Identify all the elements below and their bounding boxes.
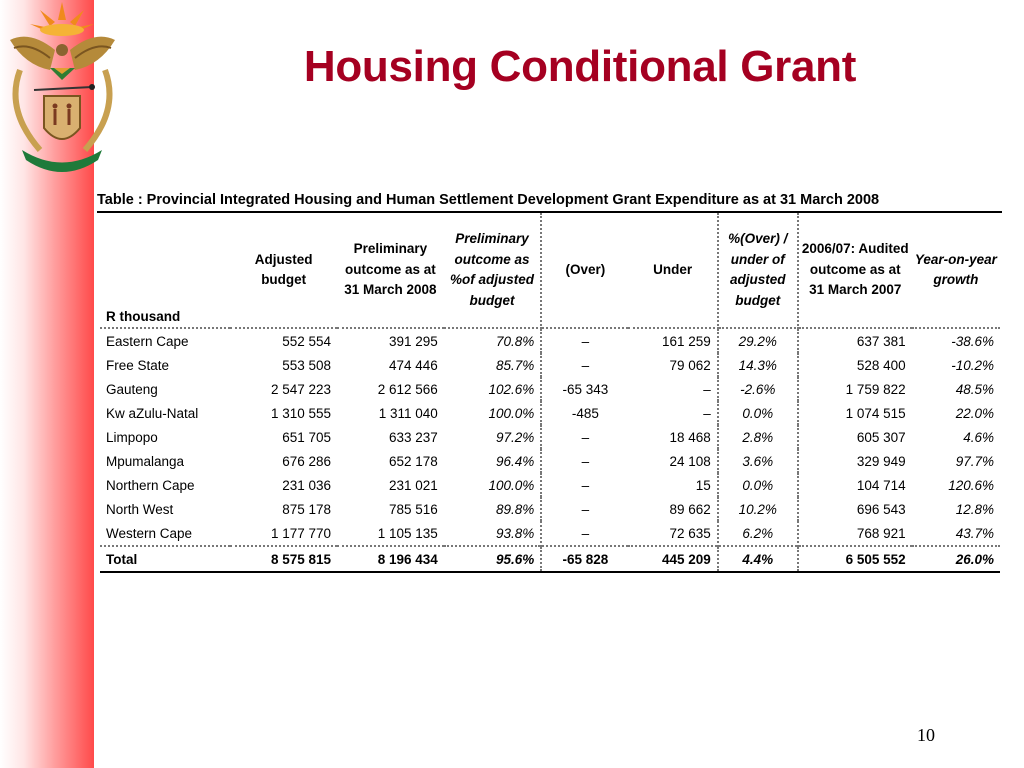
cell-pct-of-budget: 97.2% bbox=[444, 425, 541, 449]
cell-yoy-growth: -10.2% bbox=[951, 357, 994, 373]
page-number: 10 bbox=[917, 725, 935, 745]
table-row bbox=[100, 497, 1000, 521]
cell-pct-over-under: 10.2% bbox=[718, 497, 798, 521]
cell-yoy-growth: 120.6% bbox=[948, 477, 994, 493]
cell-yoy-growth: 43.7% bbox=[955, 525, 994, 541]
cell-pct-over-under: -2.6% bbox=[718, 377, 798, 401]
cell-pct-over-under: 0.0% bbox=[718, 401, 798, 425]
cell-under: 445 209 bbox=[628, 546, 717, 572]
cell-yoy-growth: 12.8% bbox=[955, 501, 994, 517]
cell-over: – bbox=[581, 501, 590, 517]
header-unit: R thousand bbox=[100, 213, 230, 328]
cell-preliminary-outcome: 391 295 bbox=[388, 333, 438, 349]
cell-under: 72 635 bbox=[628, 521, 717, 546]
total-row bbox=[100, 546, 1000, 572]
cell-over: -485 bbox=[571, 405, 599, 421]
cell-adjusted-budget: 1 177 770 bbox=[270, 525, 332, 541]
cell-under: 89 662 bbox=[628, 497, 717, 521]
cell-under: 24 108 bbox=[628, 449, 717, 473]
cell-under: 79 062 bbox=[628, 353, 717, 377]
cell-province: Free State bbox=[106, 357, 170, 373]
cell-pct-of-budget: 93.8% bbox=[444, 521, 541, 546]
cell-adjusted-budget: 676 286 bbox=[282, 453, 332, 469]
cell-pct-of-budget: 95.6% bbox=[444, 546, 541, 572]
cell-adjusted-budget: 553 508 bbox=[282, 357, 332, 373]
header-adjusted-budget: Adjusted budget bbox=[230, 213, 337, 328]
cell-audited-2007: 1 759 822 bbox=[845, 381, 906, 397]
cell-province: Mpumalanga bbox=[106, 453, 185, 469]
cell-yoy-growth: 22.0% bbox=[955, 405, 994, 421]
header-pct-over-under: %(Over) / under of adjusted budget bbox=[718, 213, 798, 328]
cell-over: – bbox=[581, 477, 590, 493]
cell-pct-over-under: 4.4% bbox=[718, 546, 798, 572]
cell-under: 15 bbox=[628, 473, 717, 497]
cell-pct-over-under: 6.2% bbox=[718, 521, 798, 546]
cell-province: Gauteng bbox=[106, 381, 158, 397]
cell-audited-2007: 1 074 515 bbox=[845, 405, 906, 421]
grant-expenditure-table bbox=[100, 213, 1000, 573]
table-row bbox=[100, 353, 1000, 377]
cell-audited-2007: 696 543 bbox=[856, 501, 906, 517]
slide-title: Housing Conditional Grant bbox=[303, 42, 857, 91]
cell-over: -65 343 bbox=[562, 381, 609, 397]
cell-pct-over-under: 14.3% bbox=[718, 353, 798, 377]
cell-under: – bbox=[628, 377, 717, 401]
cell-audited-2007: 329 949 bbox=[856, 453, 906, 469]
cell-preliminary-outcome: 1 311 040 bbox=[378, 405, 438, 421]
cell-adjusted-budget: 8 575 815 bbox=[230, 546, 337, 572]
cell-province: Kw aZulu-Natal bbox=[106, 405, 199, 421]
header-pct-of-budget: Preliminary outcome as %of adjusted budget bbox=[444, 213, 541, 328]
table-row bbox=[100, 377, 1000, 401]
cell-yoy-growth: 26.0% bbox=[912, 546, 1000, 572]
cell-preliminary-outcome: 8 196 434 bbox=[337, 546, 444, 572]
cell-adjusted-budget: 651 705 bbox=[282, 429, 332, 445]
cell-adjusted-budget: 231 036 bbox=[282, 477, 332, 493]
coat-of-arms-logo bbox=[0, 0, 125, 180]
cell-over: – bbox=[581, 429, 590, 445]
cell-pct-of-budget: 70.8% bbox=[444, 328, 541, 353]
cell-preliminary-outcome: 633 237 bbox=[388, 429, 438, 445]
cell-preliminary-outcome: 231 021 bbox=[388, 477, 438, 493]
cell-under: 161 259 bbox=[628, 328, 717, 353]
cell-pct-over-under: 2.8% bbox=[718, 425, 798, 449]
table-row bbox=[100, 521, 1000, 546]
header-preliminary-outcome: Preliminary outcome as at 31 March 2008 bbox=[337, 213, 444, 328]
cell-preliminary-outcome: 785 516 bbox=[388, 501, 438, 517]
cell-audited-2007: 768 921 bbox=[856, 525, 906, 541]
cell-province: Northern Cape bbox=[106, 477, 195, 493]
cell-yoy-growth: -38.6% bbox=[951, 333, 994, 349]
table-header-row bbox=[100, 213, 1000, 328]
cell-pct-of-budget: 85.7% bbox=[444, 353, 541, 377]
table-row bbox=[100, 449, 1000, 473]
cell-over: -65 828 bbox=[541, 546, 628, 572]
header-audited-2007: 2006/07: Audited outcome as at 31 March 2007 bbox=[798, 213, 912, 328]
cell-adjusted-budget: 2 547 223 bbox=[270, 381, 332, 397]
table-caption: Table : Provincial Integrated Housing and Human Settlement Development Grant Expenditure as at 31 March 2008 bbox=[97, 192, 1002, 213]
cell-audited-2007: 637 381 bbox=[856, 333, 906, 349]
cell-yoy-growth: 97.7% bbox=[955, 453, 994, 469]
cell-over: – bbox=[581, 525, 590, 541]
cell-under: – bbox=[628, 401, 717, 425]
cell-pct-over-under: 3.6% bbox=[718, 449, 798, 473]
cell-adjusted-budget: 1 310 555 bbox=[270, 405, 332, 421]
cell-pct-of-budget: 100.0% bbox=[444, 473, 541, 497]
header-yoy-growth: Year-on-year growth bbox=[912, 213, 1000, 328]
cell-yoy-growth: 48.5% bbox=[955, 381, 994, 397]
header-under: Under bbox=[628, 213, 717, 328]
cell-over: – bbox=[581, 453, 590, 469]
cell-preliminary-outcome: 1 105 135 bbox=[377, 525, 438, 541]
cell-yoy-growth: 4.6% bbox=[963, 429, 994, 445]
cell-pct-of-budget: 96.4% bbox=[444, 449, 541, 473]
cell-audited-2007: 104 714 bbox=[856, 477, 906, 493]
cell-pct-of-budget: 100.0% bbox=[444, 401, 541, 425]
cell-over: – bbox=[581, 333, 590, 349]
table-row bbox=[100, 401, 1000, 425]
cell-adjusted-budget: 875 178 bbox=[282, 501, 332, 517]
cell-adjusted-budget: 552 554 bbox=[282, 333, 332, 349]
cell-province: North West bbox=[106, 501, 174, 517]
cell-pct-over-under: 0.0% bbox=[718, 473, 798, 497]
cell-pct-over-under: 29.2% bbox=[718, 328, 798, 353]
cell-audited-2007: 6 505 552 bbox=[798, 546, 912, 572]
cell-preliminary-outcome: 474 446 bbox=[388, 357, 438, 373]
cell-province: Eastern Cape bbox=[106, 333, 189, 349]
table-row bbox=[100, 425, 1000, 449]
cell-preliminary-outcome: 2 612 566 bbox=[377, 381, 438, 397]
table-row bbox=[100, 473, 1000, 497]
cell-over: – bbox=[581, 357, 590, 373]
cell-pct-of-budget: 102.6% bbox=[444, 377, 541, 401]
cell-province: Total bbox=[100, 546, 230, 572]
cell-province: Western Cape bbox=[106, 525, 193, 541]
cell-preliminary-outcome: 652 178 bbox=[388, 453, 438, 469]
cell-pct-of-budget: 89.8% bbox=[444, 497, 541, 521]
cell-under: 18 468 bbox=[628, 425, 717, 449]
cell-audited-2007: 605 307 bbox=[856, 429, 906, 445]
table-row bbox=[100, 328, 1000, 353]
header-over: (Over) bbox=[541, 213, 628, 328]
cell-audited-2007: 528 400 bbox=[856, 357, 906, 373]
cell-province: Limpopo bbox=[106, 429, 158, 445]
